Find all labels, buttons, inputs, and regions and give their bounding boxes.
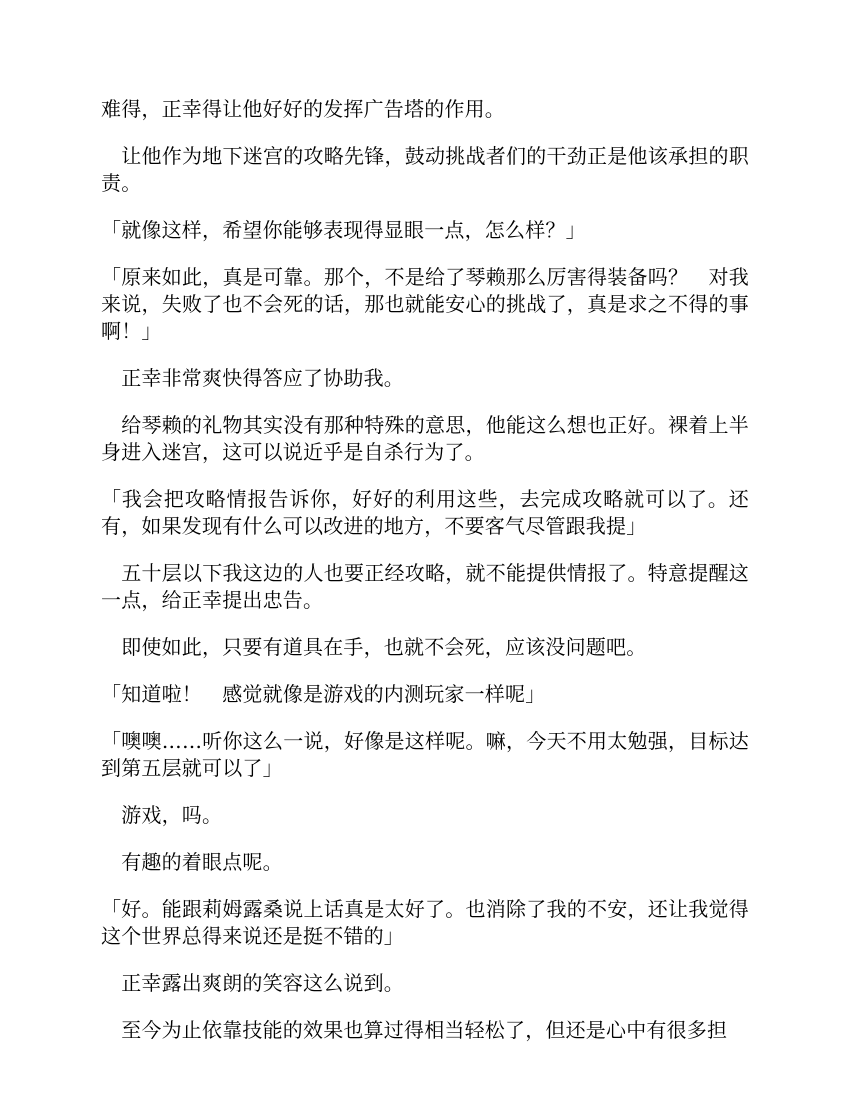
paragraph-14: 「好。能跟莉姆露桑说上话真是太好了。也消除了我的不安，还让我觉得这个世界总得来说还是挺不错的」 [101,897,749,948]
paragraph-10: 「知道啦！ 感觉就像是游戏的内测玩家一样呢」 [101,682,546,706]
paragraph-13: 有趣的着眼点呢。 [101,850,283,874]
paragraph-9: 即使如此，只要有道具在手，也就不会死，应该没问题吧。 [101,635,647,659]
paragraph-5: 正幸非常爽快得答应了协助我。 [101,366,404,390]
paragraph-12: 游戏，吗。 [101,803,223,827]
paragraph-7: 「我会把攻略情报告诉你，好好的利用这些，去完成攻略就可以了。还有，如果发现有什么可以改进的地方，不要客气尽管跟我提」 [101,487,749,538]
paragraph-11: 「噢噢……听你这么一说，好像是这样呢。嘛，今天不用太勉强，目标达到第五层就可以了」 [101,729,749,780]
paragraph-4: 「原来如此，真是可靠。那个，不是给了琴赖那么厉害得装备吗？ 对我来说，失败了也不会死的话，那也就能安心的挑战了，真是求之不得的事啊！」 [101,265,749,343]
paragraph-16: 至今为止依靠技能的效果也算过得相当轻松了，但还是心中有很多担 [101,1018,728,1042]
paragraph-1: 难得，正幸得让他好好的发挥广告塔的作用。 [101,97,505,121]
paragraph-8: 五十层以下我这边的人也要正经攻略，就不能提供情报了。特意提醒这一点，给正幸提出忠告。 [101,561,749,612]
paragraph-6: 给琴赖的礼物其实没有那种特殊的意思，他能这么想也正好。裸着上半身进入迷宫，这可以说近乎是自杀行为了。 [101,413,749,464]
document-page [101,96,749,1064]
paragraph-3: 「就像这样，希望你能够表现得显眼一点，怎么样？」 [101,218,586,242]
paragraph-2: 让他作为地下迷宫的攻略先锋，鼓动挑战者们的干劲正是他该承担的职责。 [101,144,749,195]
paragraph-15: 正幸露出爽朗的笑容这么说到。 [101,971,404,995]
